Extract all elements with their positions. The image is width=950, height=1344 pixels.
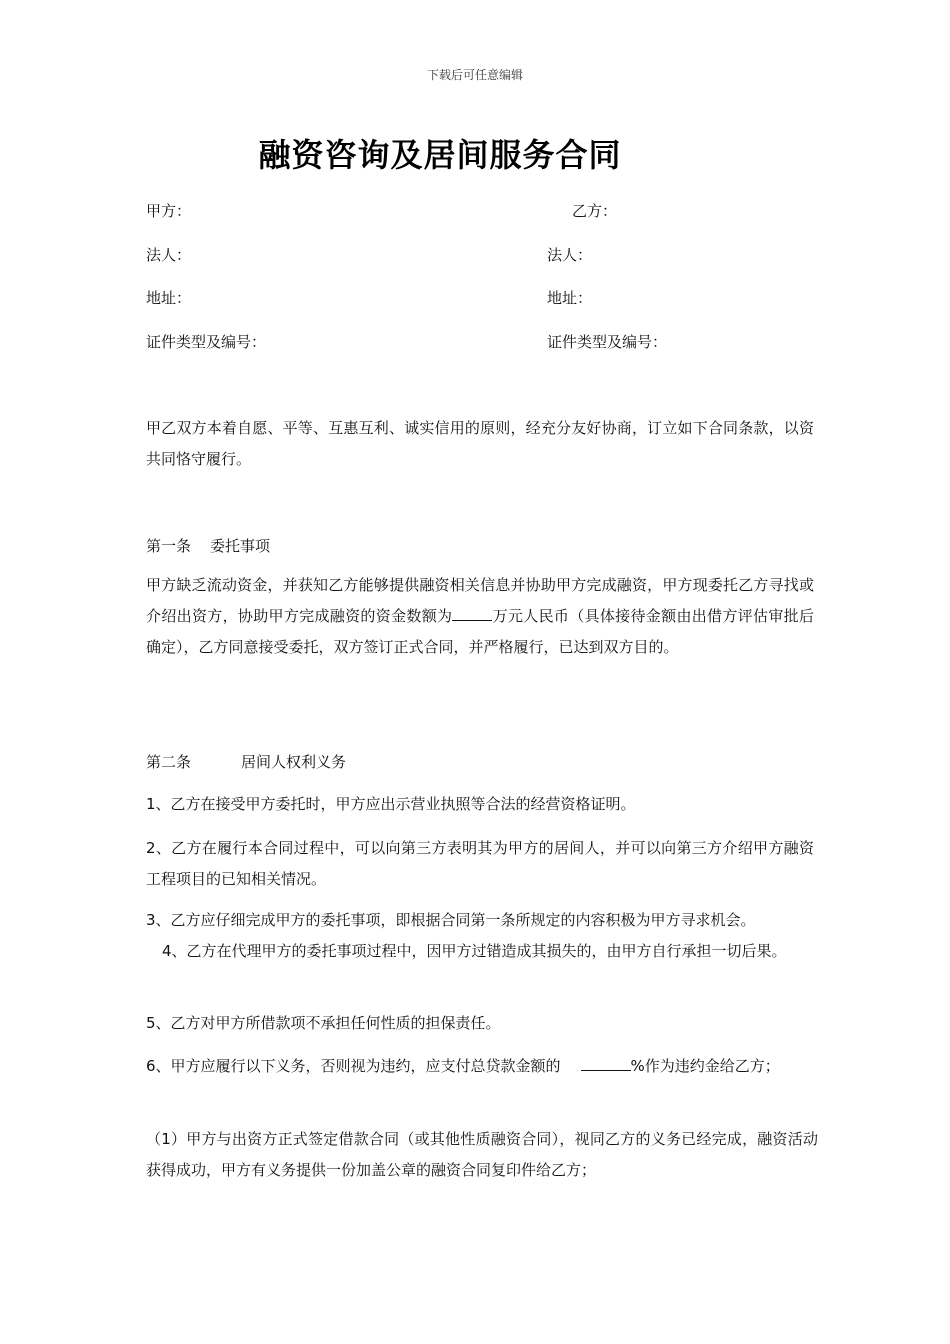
article-2-heading bbox=[146, 751, 346, 772]
party-b-label: 乙方： bbox=[572, 202, 618, 220]
article-2-item-6 bbox=[146, 1051, 814, 1082]
article-2-item-1: 1、乙方在接受甲方委托时，甲方应出示营业执照等合法的经营资格证明。 bbox=[146, 795, 636, 813]
party-b-id-label: 证件类型及编号： bbox=[547, 333, 668, 351]
party-a-legal-rep-label: 法人： bbox=[146, 246, 192, 264]
amount-blank bbox=[452, 606, 492, 621]
party-row-legal-rep bbox=[146, 244, 846, 268]
party-a-label: 甲方： bbox=[146, 202, 192, 220]
article-2-item-6-before: 6、甲方应履行以下义务，否则视为违约，应支付总贷款金额的 bbox=[146, 1057, 561, 1075]
penalty-percent-blank bbox=[581, 1056, 631, 1071]
article-1-number: 第一条 bbox=[146, 537, 192, 555]
article-2-number: 第二条 bbox=[146, 753, 192, 771]
party-b-address-label: 地址： bbox=[547, 289, 593, 307]
article-1-text-before: 甲方缺乏流动资金，并获知乙方能够提供融资相关信息并协助甲方完成融资，甲方现委托乙方寻找或介绍出资方，协助甲方完成融资的资金数额为 bbox=[146, 576, 814, 625]
page-header-note: 下载后可任意编辑 bbox=[426, 68, 523, 82]
party-a-address-label: 地址： bbox=[146, 289, 192, 307]
party-row-id bbox=[146, 331, 846, 355]
article-2-item-2: 2、乙方在履行本合同过程中，可以向第三方表明其为甲方的居间人，并可以向第三方介绍甲方融资工程项目的已知相关情况。 bbox=[146, 839, 814, 888]
preamble-paragraph: 甲乙双方本着自愿、平等、互惠互利、诚实信用的原则，经充分友好协商，订立如下合同条款，以资共同恪守履行。 bbox=[146, 419, 814, 468]
party-row-address bbox=[146, 287, 846, 311]
article-2-item-4: 4、乙方在代理甲方的委托事项过程中，因甲方过错造成其损失的，由甲方自行承担一切后果。 bbox=[162, 942, 787, 960]
party-a-id-label: 证件类型及编号： bbox=[146, 333, 267, 351]
article-1-paragraph bbox=[146, 570, 814, 663]
article-2-item-5: 5、乙方对甲方所借款项不承担任何性质的担保责任。 bbox=[146, 1014, 501, 1032]
article-1-heading bbox=[146, 535, 270, 556]
party-row-names bbox=[146, 200, 846, 224]
document-title: 融资咨询及居间服务合同 bbox=[258, 136, 622, 174]
article-2-item-6-after: %作为违约金给乙方； bbox=[630, 1057, 780, 1075]
article-2-item-6-sub-1: （1）甲方与出资方正式签定借款合同（或其他性质融资合同），视同乙方的义务已经完成，融资活动获得成功，甲方有义务提供一份加盖公章的融资合同复印件给乙方； bbox=[146, 1130, 818, 1179]
party-b-legal-rep-label: 法人： bbox=[547, 246, 593, 264]
article-2-title: 居间人权利义务 bbox=[241, 753, 347, 771]
article-2-item-3: 3、乙方应仔细完成甲方的委托事项，即根据合同第一条所规定的内容积极为甲方寻求机会。 bbox=[146, 911, 756, 929]
article-1-text-after: 万元人民币（具体接待金额由出借方评估审批后确定），乙方同意接受委托，双方签订正式合同，并严格履行，已达到双方目的。 bbox=[146, 607, 814, 656]
article-1-title: 委托事项 bbox=[210, 537, 271, 555]
